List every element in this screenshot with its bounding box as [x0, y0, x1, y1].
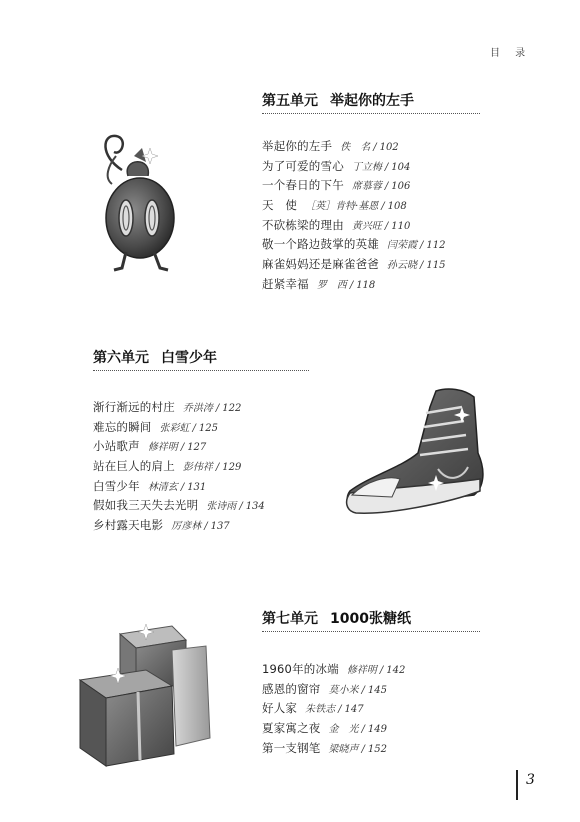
running-header: 目 录	[490, 48, 532, 59]
title-divider	[262, 631, 480, 632]
unit-name: 白雪少年	[161, 350, 217, 366]
toc-list-unit-5	[262, 137, 445, 295]
toc-entry[interactable]: 难忘的瞬间 张彩虹 / 125	[93, 419, 218, 434]
entry-page: 115	[426, 260, 446, 272]
sneaker-icon	[338, 383, 498, 523]
entry-page: 127	[187, 442, 207, 454]
toc-entry[interactable]: 赶紧幸福 罗 西 / 118	[262, 276, 376, 291]
toc-entry[interactable]: 1960年的冰端 修祥明 / 142	[262, 662, 406, 676]
entry-author: 佚 名	[340, 142, 371, 153]
toc-entry[interactable]: 一个春日的下午 席慕蓉 / 106	[262, 178, 411, 193]
toc-entry[interactable]: 敬一个路边鼓掌的英雄 闫荣霞 / 112	[262, 237, 446, 252]
entry-title: 渐行渐远的村庄	[93, 400, 175, 414]
entry-author: ［英］肯特·基恩	[305, 201, 379, 213]
entry-title: 天 使	[262, 198, 298, 213]
toc-entry[interactable]: 小站歌声 修祥明 / 127	[93, 439, 207, 454]
entry-title: 敬一个路边鼓掌的英雄	[262, 237, 379, 252]
entry-author: 孙云晓	[387, 260, 417, 272]
toc-entry[interactable]: 感恩的窗帘 莫小米 / 145	[262, 681, 387, 696]
entry-title: 白雪少年	[93, 478, 140, 493]
entry-author: 朱铁志	[305, 704, 336, 716]
entry-title: 赶紧幸福	[262, 276, 309, 291]
toc-entry[interactable]: 为了可爱的雪心 丁立梅 / 104	[262, 158, 411, 173]
entry-author: 张诗雨	[206, 501, 237, 513]
entry-author: 丁立梅	[351, 161, 382, 173]
unit-title-5	[262, 90, 414, 110]
entry-page: 137	[210, 521, 230, 533]
entry-author: 梁晓声	[328, 743, 359, 755]
entry-title: 夏家寓之夜	[262, 721, 321, 736]
entry-title: 麻雀妈妈还是麻雀爸爸	[262, 257, 379, 272]
entry-page: 118	[356, 279, 376, 291]
entry-author: 修祥明	[147, 442, 178, 454]
entry-author: 乔洪涛	[182, 403, 213, 414]
entry-page: 134	[245, 501, 265, 513]
entry-page: 149	[367, 724, 387, 736]
toc-entry[interactable]: 举起你的左手 佚 名 / 102	[262, 139, 399, 153]
entry-title: 举起你的左手	[262, 139, 333, 153]
entry-page: 142	[386, 665, 406, 676]
entry-page: 112	[426, 240, 446, 252]
toc-entry[interactable]: 站在巨人的肩上 彭伟祥 / 129	[93, 459, 242, 474]
unit-name: 举起你的左手	[330, 93, 414, 109]
page-number: 3	[526, 772, 535, 788]
entry-page: 152	[367, 743, 387, 755]
toc-entry[interactable]: 乡村露天电影 厉彦林 / 137	[93, 518, 230, 533]
entry-page: 129	[222, 462, 242, 474]
entry-page: 108	[387, 201, 407, 213]
toc-entry[interactable]: 假如我三天失去光明 张诗雨 / 134	[93, 498, 265, 513]
entry-title: 第一支钢笔	[262, 740, 321, 755]
unit-prefix: 第六单元	[93, 350, 149, 366]
entry-title: 难忘的瞬间	[93, 419, 152, 434]
entry-page: 102	[379, 142, 399, 153]
unit-prefix: 第五单元	[262, 93, 318, 109]
entry-title: 小站歌声	[93, 439, 140, 454]
unit-prefix: 第七单元	[262, 611, 318, 627]
unit-title-6	[93, 347, 217, 367]
entry-page: 125	[198, 422, 218, 434]
entry-author: 席慕蓉	[351, 181, 382, 193]
unit-title-7	[262, 608, 411, 628]
entry-page: 110	[391, 220, 411, 232]
entry-page: 122	[222, 403, 242, 414]
toc-entry[interactable]: 第一支钢笔 梁晓声 / 152	[262, 740, 387, 755]
entry-title: 站在巨人的肩上	[93, 459, 175, 474]
entry-title: 感恩的窗帘	[262, 681, 321, 696]
toc-list-unit-7	[262, 660, 405, 758]
toc-entry[interactable]: 夏家寓之夜 金 光 / 149	[262, 721, 387, 736]
page-number-rule	[516, 770, 518, 800]
entry-page: 106	[391, 181, 411, 193]
entry-author: 张彩虹	[159, 422, 190, 434]
unit-name: 1000张糖纸	[330, 611, 411, 627]
entry-author: 修祥明	[346, 665, 377, 676]
entry-author: 林清玄	[147, 481, 178, 493]
entry-title: 为了可爱的雪心	[262, 158, 344, 173]
entry-page: 104	[391, 161, 411, 173]
gourd-creature-icon	[92, 126, 192, 276]
entry-title: 乡村露天电影	[93, 518, 164, 533]
entry-author: 罗 西	[316, 279, 347, 291]
toc-entry[interactable]: 不砍栋梁的理由 黄兴旺 / 110	[262, 217, 411, 232]
entry-title: 1960年的冰端	[262, 662, 339, 676]
toc-entry[interactable]: 好人家 朱铁志 / 147	[262, 701, 364, 716]
entry-title: 一个春日的下午	[262, 178, 344, 193]
toc-entry[interactable]: 渐行渐远的村庄 乔洪涛 / 122	[93, 400, 242, 414]
entry-page: 147	[344, 704, 364, 716]
entry-page: 131	[187, 481, 207, 493]
entry-author: 莫小米	[328, 684, 359, 696]
title-divider	[262, 113, 480, 114]
entry-author: 金 光	[328, 724, 359, 736]
entry-author: 黄兴旺	[351, 220, 382, 232]
toc-entry[interactable]: 天 使 ［英］肯特·基恩 / 108	[262, 198, 407, 213]
toc-list-unit-6	[93, 398, 265, 536]
toc-entry[interactable]: 麻雀妈妈还是麻雀爸爸 孙云晓 / 115	[262, 257, 446, 272]
entry-title: 不砍栋梁的理由	[262, 217, 344, 232]
entry-page: 145	[367, 684, 387, 696]
gift-box-icon	[76, 620, 216, 768]
toc-entry[interactable]: 白雪少年 林清玄 / 131	[93, 478, 207, 493]
entry-title: 假如我三天失去光明	[93, 498, 199, 513]
entry-author: 彭伟祥	[182, 462, 213, 474]
title-divider	[93, 370, 309, 371]
entry-author: 闫荣霞	[387, 240, 417, 252]
entry-author: 厉彦林	[171, 521, 202, 533]
entry-title: 好人家	[262, 701, 298, 716]
